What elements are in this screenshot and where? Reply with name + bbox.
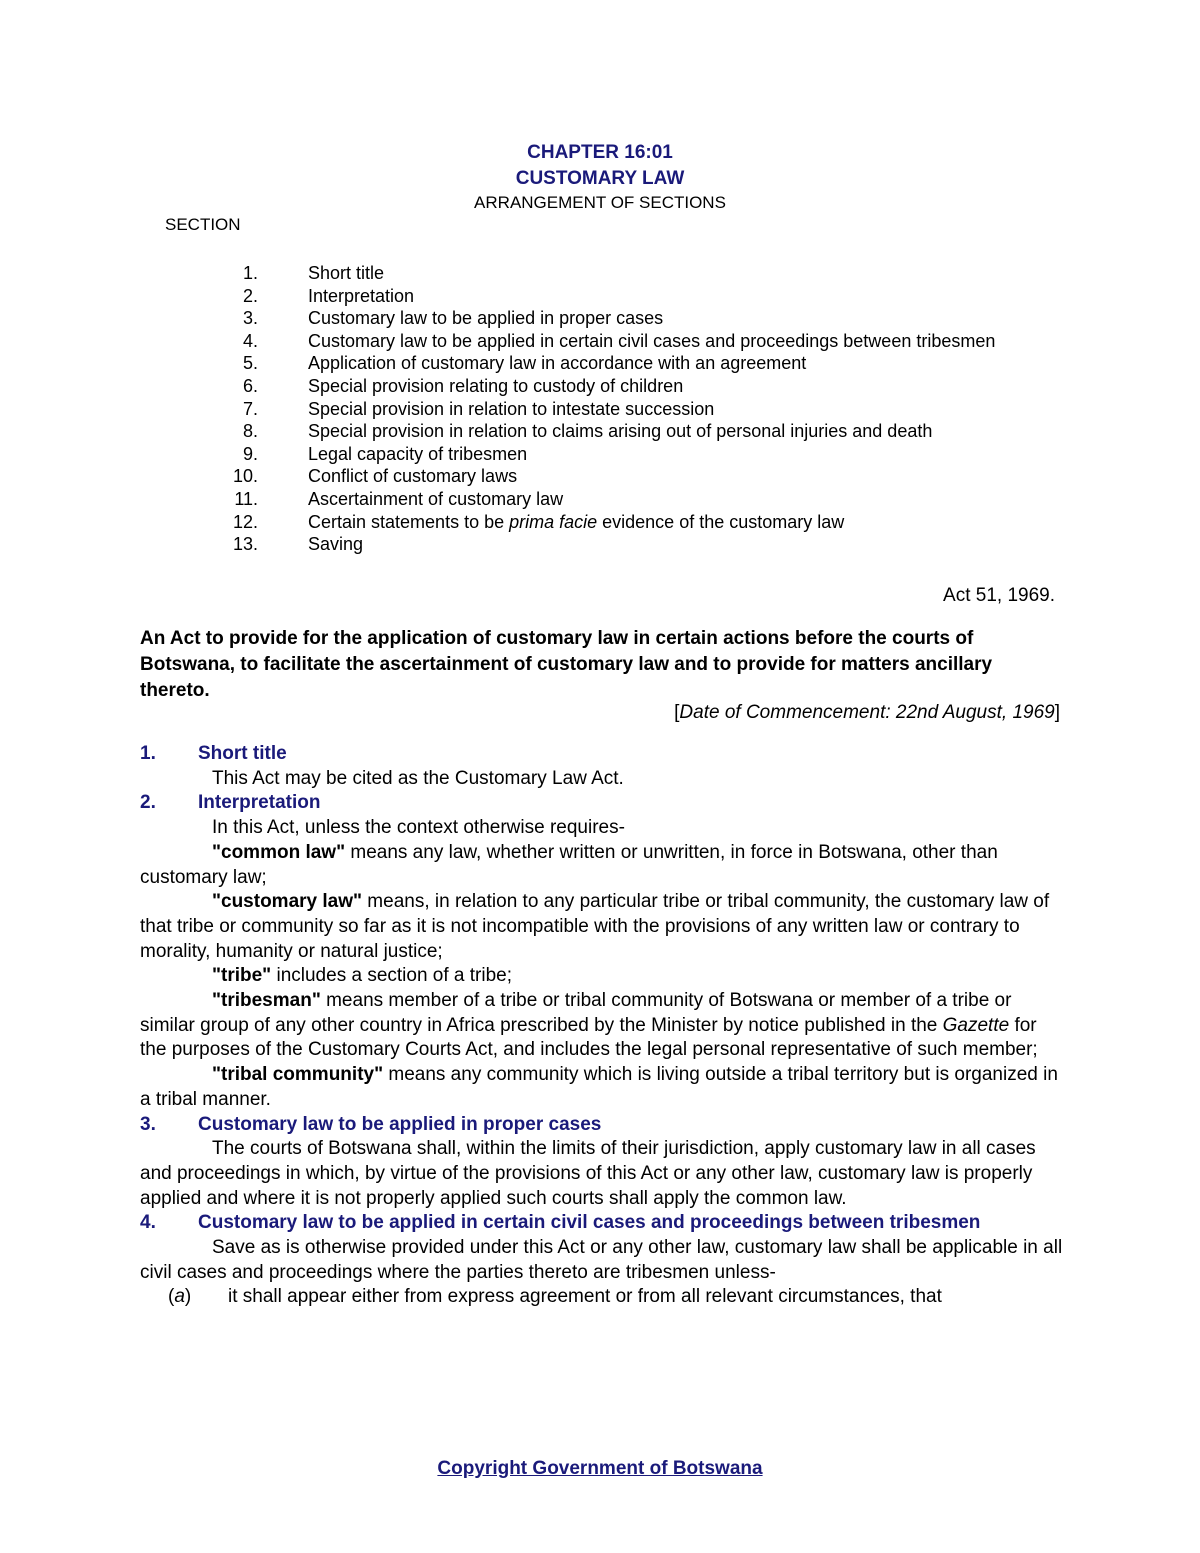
toc-label: Certain statements to be prima facie evidence of the customary law	[308, 511, 845, 532]
toc-label: Ascertainment of customary law	[308, 489, 564, 509]
act-body	[140, 742, 1065, 1310]
toc-label: Special provision in relation to claims arising out of personal injuries and death	[308, 421, 933, 442]
chapter-number: CHAPTER 16:01	[527, 142, 673, 163]
toc-number: 1.	[242, 263, 258, 283]
toc-number: 3.	[242, 308, 258, 329]
toc-label: Legal capacity of tribesmen	[308, 443, 528, 464]
definition: "tribal community" means any community which is living outside a tribal territory but is organized in a tribal manner.	[140, 1064, 1058, 1110]
toc-number: 7.	[242, 398, 258, 419]
section-text: The courts of Botswana shall, within the limits of their jurisdiction, apply customary law in all cases and proceedings in which, by virtue of the provisions of this Act or any other law, customary law is properly applied and where it is not properly applied such courts shall apply the common law.	[140, 1138, 1036, 1209]
toc-number: 13.	[232, 534, 258, 555]
toc-label: Customary law to be applied in certain civil cases and proceedings between tribesmen	[308, 330, 996, 351]
toc-number: 4.	[242, 330, 258, 351]
commencement-date: [Date of Commencement: 22nd August, 1969]	[674, 702, 1060, 723]
copyright-link[interactable]: Copyright Government of Botswana	[437, 1458, 763, 1479]
toc-number: 12.	[232, 511, 258, 532]
section-heading: 2. Interpretation	[140, 792, 321, 814]
toc-number: 2.	[242, 285, 258, 306]
toc-label: Conflict of customary laws	[308, 466, 518, 487]
toc-label: Saving	[308, 534, 364, 555]
toc-label: Short title	[308, 263, 385, 283]
arrangement-heading: ARRANGEMENT OF SECTIONS	[474, 193, 726, 212]
chapter-title: CUSTOMARY LAW	[515, 168, 685, 189]
definition: "tribesman" means member of a tribe or tribal community of Botswana or member of a tribe or similar group of any other country in Africa prescribed by the Minister by notice published in the Gazette for the purposes of the Customary Courts Act, and includes the legal personal representative of such member;	[140, 990, 1038, 1061]
toc-number: 11.	[234, 489, 258, 509]
toc-label: Special provision in relation to intestate succession	[308, 398, 715, 419]
toc-label: Customary law to be applied in proper cases	[308, 308, 664, 329]
toc-label: Interpretation	[308, 285, 415, 306]
toc-number: 5.	[242, 353, 258, 374]
long-title: An Act to provide for the application of customary law in certain actions before the courts of Botswana, to facilitate the ascertainment of customary law and to provide for matters ancillary thereto.	[140, 628, 993, 701]
definition: "tribe" includes a section of a tribe;	[212, 965, 513, 987]
section-heading: 3. Customary law to be applied in proper cases	[140, 1113, 602, 1135]
section-text: In this Act, unless the context otherwise requires-	[212, 817, 625, 839]
toc-number: 9.	[242, 443, 258, 464]
definition: "customary law" means, in relation to any particular tribe or tribal community, the customary law of that tribe or community so far as it is not incompatible with the provisions of any written law or contrary to morality, humanity or natural justice;	[140, 891, 1050, 962]
toc-number: 8.	[242, 421, 258, 442]
definition: "common law" means any law, whether written or unwritten, in force in Botswana, other than customary law;	[140, 841, 998, 888]
act-reference: Act 51, 1969.	[943, 585, 1055, 606]
section-heading: 1. Short title	[140, 743, 287, 764]
section-heading: 4. Customary law to be applied in certain civil cases and proceedings between tribesmen	[140, 1212, 981, 1234]
section-text: This Act may be cited as the Customary Law Act.	[212, 767, 624, 789]
toc-number: 10.	[232, 466, 258, 487]
section-text: Save as is otherwise provided under this Act or any other law, customary law shall be applicable in all civil cases and proceedings where the parties thereto are tribesmen unless-	[140, 1237, 1063, 1283]
toc-number: 6.	[242, 376, 258, 396]
toc-label: Application of customary law in accordance with an agreement	[308, 353, 807, 374]
section-column-label: SECTION	[165, 215, 241, 234]
toc-label: Special provision relating to custody of children	[308, 376, 684, 396]
subparagraph: (a) it shall appear either from express agreement or from all relevant circumstances, that	[168, 1286, 942, 1308]
